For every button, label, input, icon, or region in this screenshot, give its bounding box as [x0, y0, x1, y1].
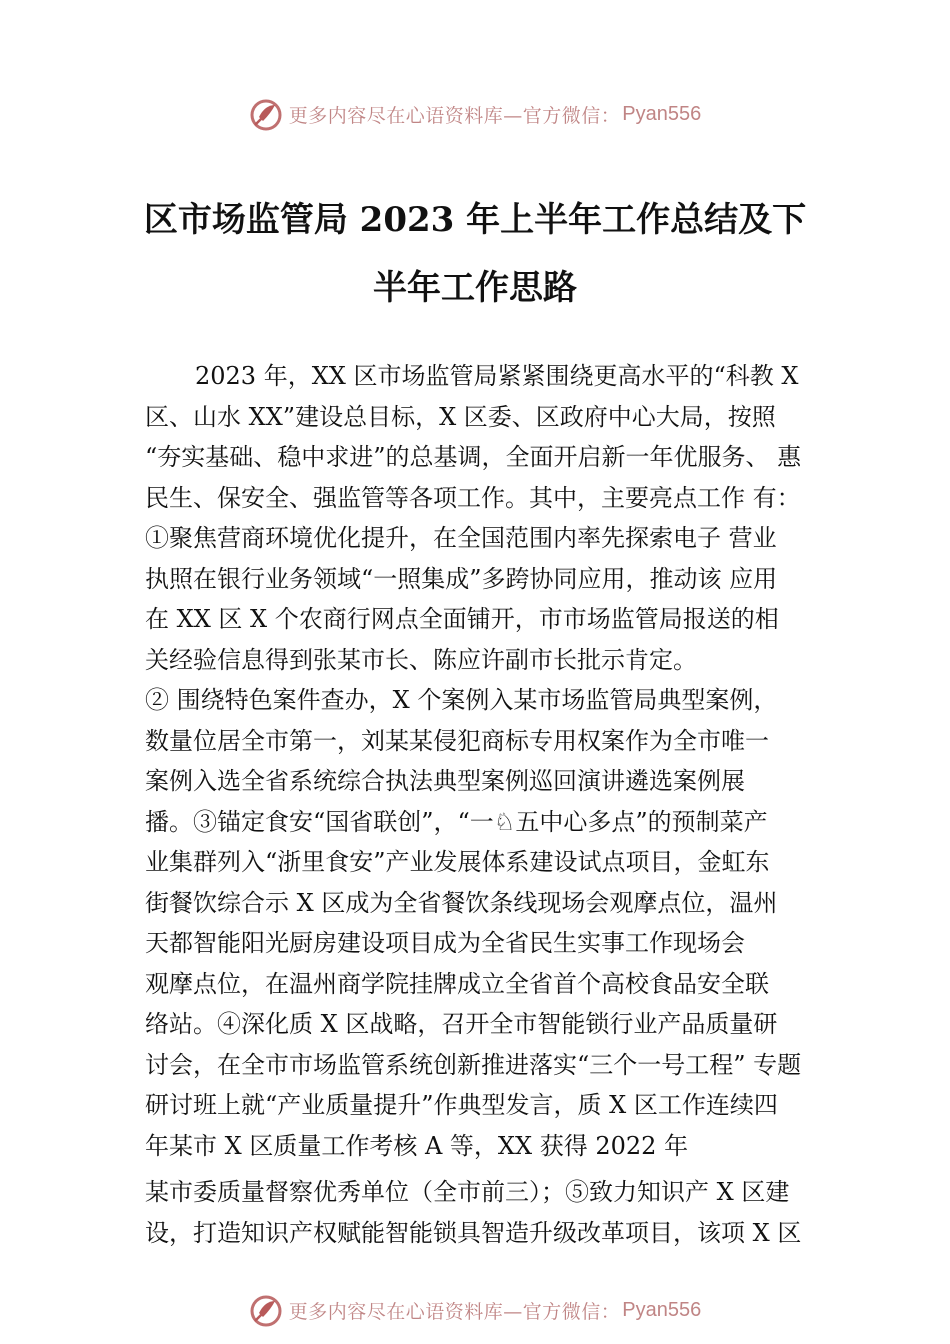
body-line: 关经验信息得到张某市长、陈应许副市长批示肯定。: [145, 645, 697, 674]
body-line: 区、山水 XX”建设总目标，X 区委、区政府中心大局，按照: [145, 402, 776, 431]
body-line: 络站。④深化质 X 区战略，召开全市智能锁行业产品质量研: [145, 1010, 778, 1038]
body-line: 某市委质量督察优秀单位（全市前三）；⑤致力知识产 X 区建: [145, 1178, 790, 1206]
banner-text: 更多内容尽在心语资料库—官方微信：: [288, 104, 621, 127]
body-line: 讨会，在全市市场监管系统创新推进落实“三个一号工程” 专题: [145, 1050, 802, 1079]
wechat-id: Pyan556: [622, 102, 702, 125]
document-title: [100, 186, 850, 322]
logo-icon: [249, 1293, 283, 1327]
body-line: 在 XX 区 X 个农商行网点全面铺开，市市场监管局报送的相: [145, 605, 779, 633]
body-line: 2023 年，XX 区市场监管局紧紧围绕更高水平的“科教 X: [195, 362, 799, 390]
body-line: ①聚焦营商环境优化提升，在全国范围内率先探索电子 营业: [145, 524, 777, 552]
body-line: 案例入选全省系统综合执法典型案例巡回演讲遴选案例展: [145, 767, 745, 795]
body-line: 研讨班上就“产业质量提升”作典型发言，质 X 区工作连续四: [145, 1091, 778, 1119]
body-line: 播。③锚定食安“国省联创”，“一♘五中心多点”的预制菜产: [145, 807, 768, 836]
body-line: 执照在银行业务领域“一照集成”多跨协同应用，推动该 应用: [145, 564, 778, 593]
body-line: 业集群列入“浙里食安”产业发展体系建设试点项目，金虹东: [145, 848, 770, 876]
title-line-2: 半年工作思路: [373, 268, 577, 308]
logo-icon: [249, 97, 283, 131]
body-line: 天都智能阳光厨房建设项目成为全省民生实事工作现场会: [145, 929, 745, 957]
body-line: ② 围绕特色案件查办，X 个案例入某市场监管局典型案例，: [145, 686, 778, 714]
body-line: 设，打造知识产权赋能智能锁具智造升级改革项目，该项 X 区: [145, 1218, 802, 1247]
wechat-id: Pyan556: [622, 1298, 702, 1321]
title-line-1: 区市场监管局 2023 年上半年工作总结及下: [143, 200, 807, 240]
body-line: 年某市 X 区质量工作考核 A 等，XX 获得 2022 年: [145, 1131, 689, 1160]
watermark-banner-top: [0, 94, 950, 134]
body-line: 数量位居全市第一，刘某某侵犯商标专用权案作为全市唯一: [145, 726, 769, 755]
body-line: 民生、保安全、强监管等各项工作。其中，主要亮点工作 有：: [145, 483, 801, 512]
body-line: 观摩点位，在温州商学院挂牌成立全省首个高校食品安全联: [145, 969, 769, 998]
body-line: “夯实基础、稳中求进”的总基调，全面开启新一年优服务、 惠: [145, 443, 802, 471]
body-line: 街餐饮综合示 X 区成为全省餐饮条线现场会观摩点位，温州: [145, 888, 778, 917]
banner-text: 更多内容尽在心语资料库—官方微信：: [288, 1300, 621, 1323]
watermark-banner-bottom: [0, 1290, 950, 1330]
document-body: [145, 356, 835, 1253]
